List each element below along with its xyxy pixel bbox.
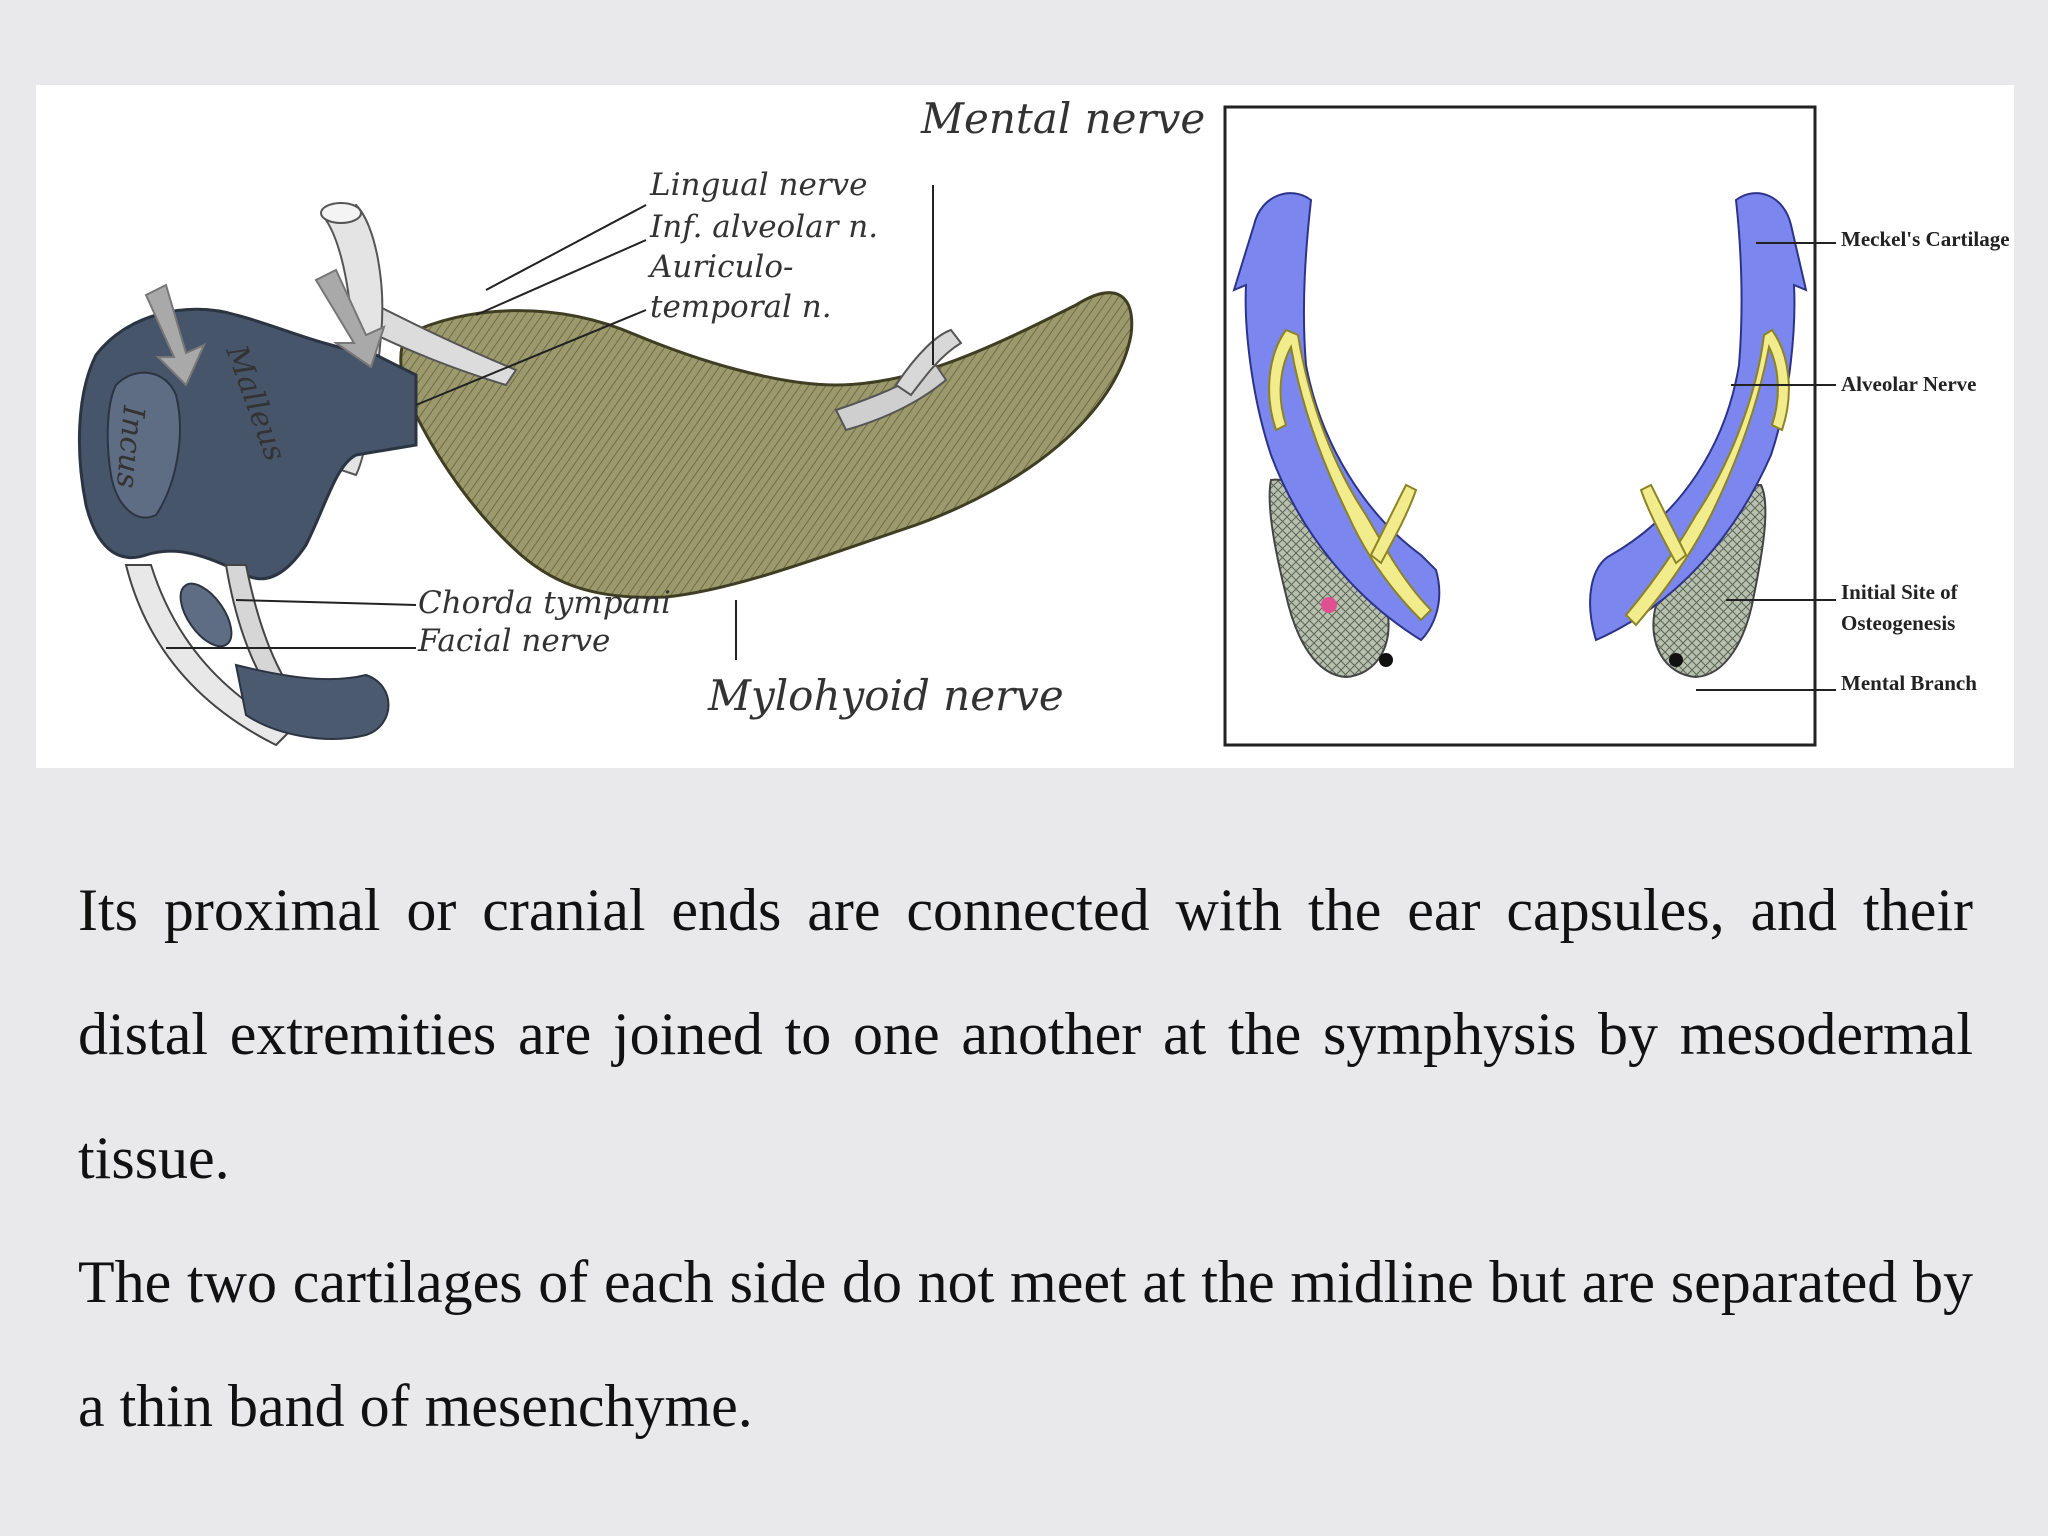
label-temporal: temporal n. [650, 289, 832, 325]
paragraph-2: The two cartilages of each side do not meet at the midline but are separated by a thin band of mesenchyme. [78, 1249, 1973, 1439]
figure-panel [36, 85, 2014, 768]
label-lingual-nerve: Lingual nerve [650, 167, 868, 203]
body-text [78, 848, 1973, 1468]
osteogenesis-spot [1321, 597, 1337, 613]
label-osteogenesis: Osteogenesis [1841, 611, 1956, 635]
figure-svg [36, 85, 2014, 768]
label-malleus: Malleus [218, 340, 293, 466]
label-mental-branch: Mental Branch [1841, 671, 1977, 695]
label-initial-site: Initial Site of [1841, 580, 1958, 604]
right-schematic [1225, 107, 2010, 745]
label-inf-alveolar: Inf. alveolar n. [650, 209, 879, 245]
paragraph-1: Its proximal or cranial ends are connected with the ear capsules, and their distal extremities are joined to one another at the symphysis by mesodermal tissue. [78, 877, 1973, 1191]
mental-foramen-left [1379, 653, 1393, 667]
label-chorda-tympani: Chorda tympani [418, 585, 671, 621]
label-meckels-cartilage: Meckel's Cartilage [1841, 227, 2010, 251]
label-auriculo: Auriculo- [650, 249, 794, 285]
label-facial-nerve: Facial nerve [418, 623, 611, 659]
label-mylohyoid-nerve: Mylohyoid nerve [708, 671, 1064, 720]
label-alveolar-nerve: Alveolar Nerve [1841, 372, 1977, 396]
label-mental-nerve: Mental nerve [921, 94, 1206, 143]
mental-foramen-right [1669, 653, 1683, 667]
label-incus: Incus [108, 404, 151, 490]
mandible-shape [401, 293, 1132, 598]
left-illustration [79, 94, 1205, 745]
